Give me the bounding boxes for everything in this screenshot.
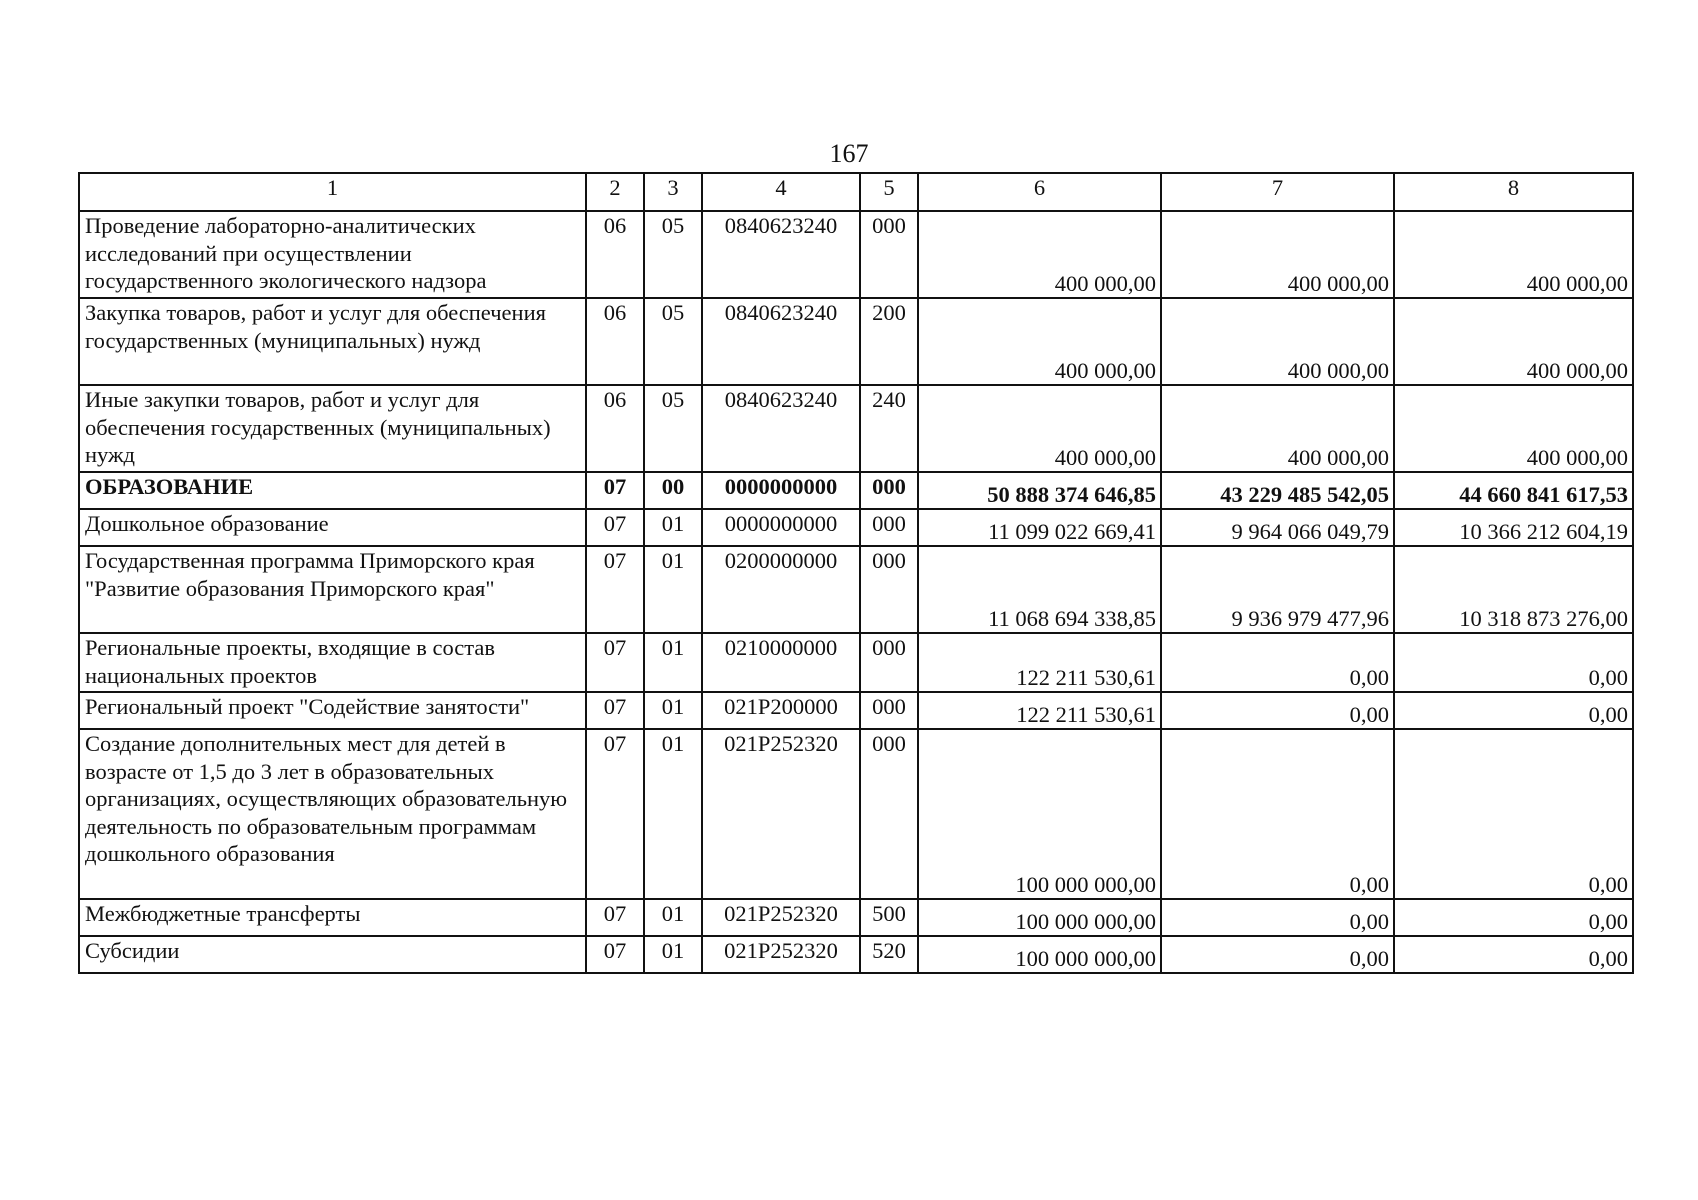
- row-target-article: 021P252320: [702, 729, 860, 899]
- budget-table: [78, 172, 1634, 974]
- header-cell-8: 8: [1394, 173, 1633, 211]
- row-amount-7: 400 000,00: [1161, 298, 1394, 385]
- table-header-row: [79, 173, 1633, 211]
- row-expense-type: 520: [860, 936, 918, 973]
- table-row: [79, 211, 1633, 298]
- row-target-article: 0840623240: [702, 385, 860, 472]
- row-name: Государственная программа Приморского края "Развитие образования Приморского края": [79, 546, 586, 633]
- row-name: Иные закупки товаров, работ и услуг для обеспечения государственных (муниципальных) нужд: [79, 385, 586, 472]
- row-amount-6: 11 068 694 338,85: [918, 546, 1161, 633]
- row-section: 06: [586, 298, 644, 385]
- row-subsection: 05: [644, 211, 702, 298]
- row-amount-8: 10 318 873 276,00: [1394, 546, 1633, 633]
- header-cell-4: 4: [702, 173, 860, 211]
- row-section: 07: [586, 509, 644, 546]
- row-section: 07: [586, 472, 644, 509]
- row-amount-8: 0,00: [1394, 633, 1633, 692]
- row-expense-type: 000: [860, 692, 918, 729]
- table-row: [79, 546, 1633, 633]
- row-amount-6: 100 000 000,00: [918, 936, 1161, 973]
- row-amount-7: 9 936 979 477,96: [1161, 546, 1394, 633]
- row-name: Закупка товаров, работ и услуг для обеспечения государственных (муниципальных) нужд: [79, 298, 586, 385]
- row-amount-8: 0,00: [1394, 692, 1633, 729]
- row-name: Субсидии: [79, 936, 586, 973]
- table-row: [79, 899, 1633, 936]
- row-amount-7: 400 000,00: [1161, 211, 1394, 298]
- row-amount-7: 0,00: [1161, 936, 1394, 973]
- header-cell-5: 5: [860, 173, 918, 211]
- table-row-section-total: [79, 472, 1633, 509]
- row-amount-6: 400 000,00: [918, 385, 1161, 472]
- row-subsection: 05: [644, 385, 702, 472]
- row-expense-type: 000: [860, 211, 918, 298]
- row-expense-type: 500: [860, 899, 918, 936]
- row-section: 07: [586, 692, 644, 729]
- row-amount-6: 122 211 530,61: [918, 692, 1161, 729]
- row-amount-7: 0,00: [1161, 692, 1394, 729]
- row-expense-type: 240: [860, 385, 918, 472]
- row-section: 07: [586, 633, 644, 692]
- row-expense-type: 000: [860, 729, 918, 899]
- row-expense-type: 000: [860, 472, 918, 509]
- row-target-article: 0210000000: [702, 633, 860, 692]
- row-section: 07: [586, 936, 644, 973]
- row-amount-8: 0,00: [1394, 729, 1633, 899]
- row-target-article: 0000000000: [702, 472, 860, 509]
- row-expense-type: 000: [860, 546, 918, 633]
- row-amount-8: 0,00: [1394, 936, 1633, 973]
- table-row: [79, 729, 1633, 899]
- row-target-article: 0840623240: [702, 211, 860, 298]
- table-row: [79, 633, 1633, 692]
- row-target-article: 021P252320: [702, 899, 860, 936]
- row-expense-type: 200: [860, 298, 918, 385]
- header-cell-2: 2: [586, 173, 644, 211]
- row-name: Проведение лабораторно-аналитических исследований при осуществлении государственного экологического надзора: [79, 211, 586, 298]
- row-section: 07: [586, 729, 644, 899]
- row-subsection: 01: [644, 633, 702, 692]
- row-name: Дошкольное образование: [79, 509, 586, 546]
- row-name: Региональный проект "Содействие занятости": [79, 692, 586, 729]
- row-amount-7: 0,00: [1161, 899, 1394, 936]
- row-subsection: 01: [644, 899, 702, 936]
- row-amount-6: 100 000 000,00: [918, 899, 1161, 936]
- row-name: Межбюджетные трансферты: [79, 899, 586, 936]
- row-section: 07: [586, 899, 644, 936]
- row-amount-7: 43 229 485 542,05: [1161, 472, 1394, 509]
- row-amount-6: 11 099 022 669,41: [918, 509, 1161, 546]
- row-subsection: 01: [644, 692, 702, 729]
- table-row: [79, 936, 1633, 973]
- header-cell-1: 1: [79, 173, 586, 211]
- row-target-article: 021P252320: [702, 936, 860, 973]
- row-subsection: 00: [644, 472, 702, 509]
- page-number: 167: [829, 139, 869, 168]
- table-row: [79, 509, 1633, 546]
- row-amount-6: 122 211 530,61: [918, 633, 1161, 692]
- row-amount-6: 50 888 374 646,85: [918, 472, 1161, 509]
- row-amount-7: 0,00: [1161, 633, 1394, 692]
- row-name: ОБРАЗОВАНИЕ: [79, 472, 586, 509]
- row-amount-6: 400 000,00: [918, 211, 1161, 298]
- row-expense-type: 000: [860, 633, 918, 692]
- row-amount-8: 44 660 841 617,53: [1394, 472, 1633, 509]
- row-subsection: 05: [644, 298, 702, 385]
- header-cell-3: 3: [644, 173, 702, 211]
- row-target-article: 0000000000: [702, 509, 860, 546]
- header-cell-6: 6: [918, 173, 1161, 211]
- row-name: Региональные проекты, входящие в состав национальных проектов: [79, 633, 586, 692]
- row-amount-8: 400 000,00: [1394, 385, 1633, 472]
- row-amount-7: 9 964 066 049,79: [1161, 509, 1394, 546]
- row-target-article: 021P200000: [702, 692, 860, 729]
- row-section: 06: [586, 211, 644, 298]
- row-amount-8: 10 366 212 604,19: [1394, 509, 1633, 546]
- table-row: [79, 298, 1633, 385]
- row-amount-8: 400 000,00: [1394, 298, 1633, 385]
- row-target-article: 0200000000: [702, 546, 860, 633]
- row-amount-6: 400 000,00: [918, 298, 1161, 385]
- row-amount-7: 400 000,00: [1161, 385, 1394, 472]
- row-target-article: 0840623240: [702, 298, 860, 385]
- row-subsection: 01: [644, 729, 702, 899]
- table-row: [79, 385, 1633, 472]
- table-row: [79, 692, 1633, 729]
- row-expense-type: 000: [860, 509, 918, 546]
- row-amount-6: 100 000 000,00: [918, 729, 1161, 899]
- row-section: 06: [586, 385, 644, 472]
- row-subsection: 01: [644, 546, 702, 633]
- row-section: 07: [586, 546, 644, 633]
- row-name: Создание дополнительных мест для детей в возрасте от 1,5 до 3 лет в образовательных организациях, осуществляющих образовательную деятельность по образовательным программам дошкольного образования: [79, 729, 586, 899]
- row-subsection: 01: [644, 936, 702, 973]
- row-amount-8: 400 000,00: [1394, 211, 1633, 298]
- row-amount-8: 0,00: [1394, 899, 1633, 936]
- row-subsection: 01: [644, 509, 702, 546]
- header-cell-7: 7: [1161, 173, 1394, 211]
- row-amount-7: 0,00: [1161, 729, 1394, 899]
